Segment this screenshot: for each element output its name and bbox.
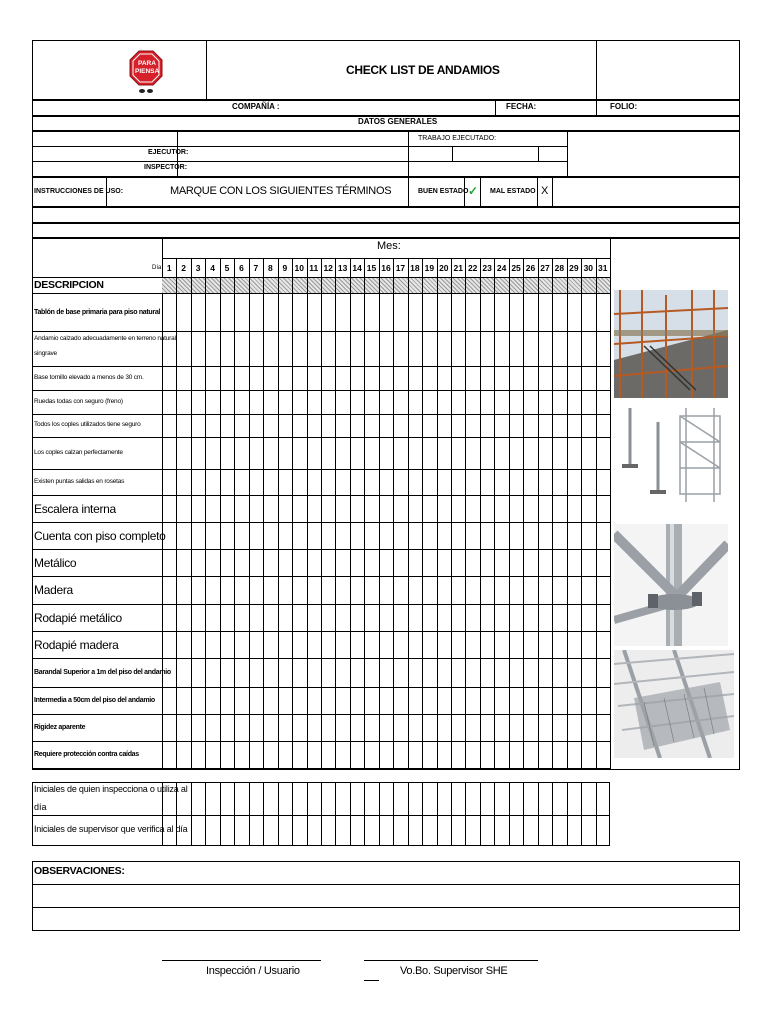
grid-row-line <box>32 366 610 367</box>
day-header-25: 25 <box>511 263 521 273</box>
day-header-11: 11 <box>309 263 319 273</box>
day-header-24: 24 <box>496 263 507 273</box>
work-sub-divider-2 <box>538 146 539 161</box>
work-block <box>32 131 740 177</box>
day-header-19: 19 <box>424 263 435 273</box>
photo-column-divider <box>610 238 611 770</box>
grid-col-line <box>393 258 394 768</box>
label-column-divider <box>162 238 163 770</box>
grid-col-line <box>335 258 336 768</box>
checklist-item-label: Tablón de base primaria para piso natural <box>34 308 161 316</box>
day-header-14: 14 <box>352 263 362 273</box>
scaffold-parts-photo <box>614 402 728 510</box>
initials-col-line <box>205 782 206 846</box>
initials-col-line <box>379 782 380 846</box>
day-header-13: 13 <box>337 263 348 273</box>
day-header-23: 23 <box>482 263 492 273</box>
initials-supervisor-label: Iniciales de supervisor que verifica al día <box>34 824 188 834</box>
initials-col-line <box>422 782 423 846</box>
fecha-label: FECHA: <box>506 102 537 111</box>
grid-col-line <box>408 258 409 768</box>
checklist-item-label: Todos los coples utilizados tiene seguro <box>34 421 141 429</box>
check-icon: ✓ <box>468 184 479 198</box>
logo-text-top: PARA <box>138 60 156 67</box>
grid-row-line <box>32 768 610 769</box>
day-header-5: 5 <box>224 263 230 273</box>
day-header-9: 9 <box>282 263 288 273</box>
obs-line-2 <box>32 907 740 908</box>
grid-row-line <box>32 631 610 632</box>
initials-col-line <box>249 782 250 846</box>
grid-col-line <box>523 258 524 768</box>
initials-col-line <box>393 782 394 846</box>
initials-col-line <box>321 782 322 846</box>
grid-col-line <box>379 258 380 768</box>
day-header-17: 17 <box>395 263 406 273</box>
mes-row-line <box>162 258 610 259</box>
day-header-22: 22 <box>467 263 478 273</box>
work-line-2 <box>32 161 567 162</box>
day-header-15: 15 <box>366 263 377 273</box>
day-header-4: 4 <box>210 263 215 273</box>
work-divider-mid <box>408 131 409 177</box>
day-header-8: 8 <box>268 263 273 273</box>
coupler-closeup-photo <box>614 524 728 646</box>
grid-row-line <box>32 687 610 688</box>
grid-row-line <box>32 522 610 523</box>
grid-col-line <box>263 258 264 768</box>
initials-col-line <box>567 782 568 846</box>
initials-inspector-label-1: Iniciales de quien inspecciona o utiliza al <box>34 784 188 794</box>
instr-divider-6 <box>552 177 553 207</box>
spacer-row-2 <box>32 223 740 238</box>
grid-row-line <box>32 437 610 438</box>
day-header-16: 16 <box>381 263 391 273</box>
grid-row-line <box>32 495 610 496</box>
signature-supervisor-label: Vo.Bo. Supervisor SHE <box>400 965 508 977</box>
logo-text-bottom: PIENSA <box>135 68 160 75</box>
grid-col-line <box>278 258 279 768</box>
initials-col-line <box>451 782 452 846</box>
day-header-10: 10 <box>294 263 305 273</box>
initials-col-line <box>596 782 597 846</box>
grid-col-line <box>321 258 322 768</box>
checklist-item-label: Rigidez aparente <box>34 724 86 731</box>
initials-col-line <box>335 782 336 846</box>
grid-row-line <box>32 469 610 470</box>
buen-estado-label: BUEN ESTADO <box>418 188 469 195</box>
day-header-21: 21 <box>453 263 463 273</box>
day-header-12: 12 <box>323 263 333 273</box>
hatch-row <box>162 278 610 293</box>
day-header-27: 27 <box>540 263 550 273</box>
initials-col-line <box>307 782 308 846</box>
day-header-3: 3 <box>195 263 201 273</box>
checklist-item-label: Rodapié madera <box>34 637 119 652</box>
signature-line-left <box>162 960 321 961</box>
work-line-1 <box>32 146 567 147</box>
grid-col-line <box>567 258 568 768</box>
folio-label: FOLIO: <box>610 102 638 111</box>
page-title: CHECK LIST DE ANDAMIOS <box>346 63 500 77</box>
grid-row-line <box>32 604 610 605</box>
grid-row-line <box>32 741 610 742</box>
observaciones-box <box>32 861 740 931</box>
grid-col-line <box>205 258 206 768</box>
signature-tick <box>364 980 379 981</box>
grid-col-line <box>220 258 221 768</box>
day-header-18: 18 <box>410 263 420 273</box>
instr-divider-2 <box>408 177 409 207</box>
checklist-item-label-line2: singrave <box>34 350 57 357</box>
initials-col-line <box>292 782 293 846</box>
grid-col-line <box>596 258 597 768</box>
checklist-item-label: Escalera interna <box>34 501 116 516</box>
grid-col-line <box>552 258 553 768</box>
day-header-2: 2 <box>181 263 187 273</box>
initials-col-line <box>437 782 438 846</box>
work-divider-right <box>567 131 568 177</box>
initials-col-line <box>509 782 510 846</box>
obs-line-1 <box>32 884 740 885</box>
scaffold-photo-1 <box>614 290 728 398</box>
observaciones-label: OBSERVACIONES: <box>34 865 125 877</box>
grid-col-line <box>234 258 235 768</box>
checklist-item-label: Intermedia a 50cm del piso del andamio <box>34 697 155 704</box>
grid-col-line <box>292 258 293 768</box>
day-header-20: 20 <box>439 263 449 273</box>
day-header-28: 28 <box>554 263 565 273</box>
header-divider-left <box>206 40 207 100</box>
initials-col-line <box>465 782 466 846</box>
grid-row-line <box>32 549 610 550</box>
grid-row-line <box>32 414 610 415</box>
day-header-26: 26 <box>525 263 536 273</box>
grid-col-line <box>350 258 351 768</box>
day-header-1: 1 <box>166 263 172 273</box>
compania-label: COMPAÑÍA : <box>232 102 280 111</box>
para-piensa-logo <box>126 47 166 95</box>
descripcion-label: DESCRIPCION <box>34 279 104 291</box>
grid-col-line <box>249 258 250 768</box>
day-header-30: 30 <box>583 263 594 273</box>
grid-col-line <box>480 258 481 768</box>
day-header-29: 29 <box>569 263 579 273</box>
initials-col-line <box>234 782 235 846</box>
header-divider-right <box>596 40 597 100</box>
grid-col-line <box>465 258 466 768</box>
grid-row-line <box>32 714 610 715</box>
instr-divider-4 <box>480 177 481 207</box>
ejecutor-label: EJECUTOR: <box>148 149 189 156</box>
grid-row-line <box>32 576 610 577</box>
day-header-7: 7 <box>253 263 259 273</box>
grid-col-line <box>307 258 308 768</box>
initials-col-line <box>408 782 409 846</box>
checklist-item-label: Barandal Superior a 1m del piso del andamio <box>34 669 171 676</box>
initials-col-line <box>523 782 524 846</box>
checklist-item-label: Base tornillo elevado a menos de 30 cm. <box>34 373 144 381</box>
datos-generales-label: DATOS GENERALES <box>358 117 438 126</box>
initials-col-line <box>480 782 481 846</box>
grid-row-line <box>32 331 610 332</box>
checklist-item-label: Madera <box>34 583 73 597</box>
grid-row-line <box>32 658 610 659</box>
signature-inspeccion-label: Inspección / Usuario <box>206 965 300 977</box>
grid-row-line <box>32 390 610 391</box>
company-divider-1 <box>495 100 496 116</box>
initials-inspector-label-2: día <box>34 802 47 812</box>
checklist-item-label: Ruedas todas con seguro (freno) <box>34 397 123 405</box>
grid-col-line <box>451 258 452 768</box>
dia-label: Día <box>152 265 162 271</box>
grid-col-line <box>494 258 495 768</box>
grid-col-line <box>509 258 510 768</box>
initials-col-line <box>552 782 553 846</box>
checklist-item-label: Metálico <box>34 555 77 570</box>
checklist-item-label: Requiere protección contra caídas <box>34 751 139 758</box>
x-mark-icon: X <box>541 185 549 197</box>
signature-line-right <box>364 960 538 961</box>
company-divider-2 <box>596 100 597 116</box>
checklist-item-label: Cuenta con piso completo <box>34 528 166 543</box>
checklist-item-label: Los coples calzan perfectamente <box>34 448 123 456</box>
work-sub-divider-1 <box>452 146 453 161</box>
initials-col-line <box>263 782 264 846</box>
scaffold-deck-photo <box>614 650 734 758</box>
initials-col-line <box>278 782 279 846</box>
instructions-label: INSTRUCCIONES DE USO: <box>34 188 124 195</box>
grid-col-line <box>191 258 192 768</box>
initials-col-line <box>581 782 582 846</box>
checklist-item-label: Existen puntas salidas en rosetas <box>34 477 125 485</box>
mal-estado-label: MAL ESTADO <box>490 188 536 195</box>
mes-label: Mes: <box>377 240 401 252</box>
grid-col-line <box>422 258 423 768</box>
checklist-item-label: Rodapié metálico <box>34 610 122 625</box>
initials-col-line <box>538 782 539 846</box>
grid-col-line <box>364 258 365 768</box>
checklist-item-label: Andamio calzado adecuadamente en terreno natural <box>34 335 176 342</box>
trabajo-label: TRABAJO EJECUTADO: <box>418 135 497 142</box>
day-header-31: 31 <box>598 263 608 273</box>
grid-col-line <box>538 258 539 768</box>
grid-col-line <box>176 258 177 768</box>
grid-col-line <box>437 258 438 768</box>
instr-divider-5 <box>537 177 538 207</box>
grid-col-line <box>581 258 582 768</box>
initials-col-line <box>494 782 495 846</box>
inspector-label: INSPECTOR: <box>144 164 188 171</box>
initials-col-line <box>220 782 221 846</box>
initials-col-line <box>191 782 192 846</box>
initials-col-line <box>350 782 351 846</box>
initials-col-line <box>364 782 365 846</box>
day-header-6: 6 <box>239 263 244 273</box>
instructions-text: MARQUE CON LOS SIGUIENTES TÉRMINOS <box>170 185 392 197</box>
spacer-row-1 <box>32 207 740 223</box>
